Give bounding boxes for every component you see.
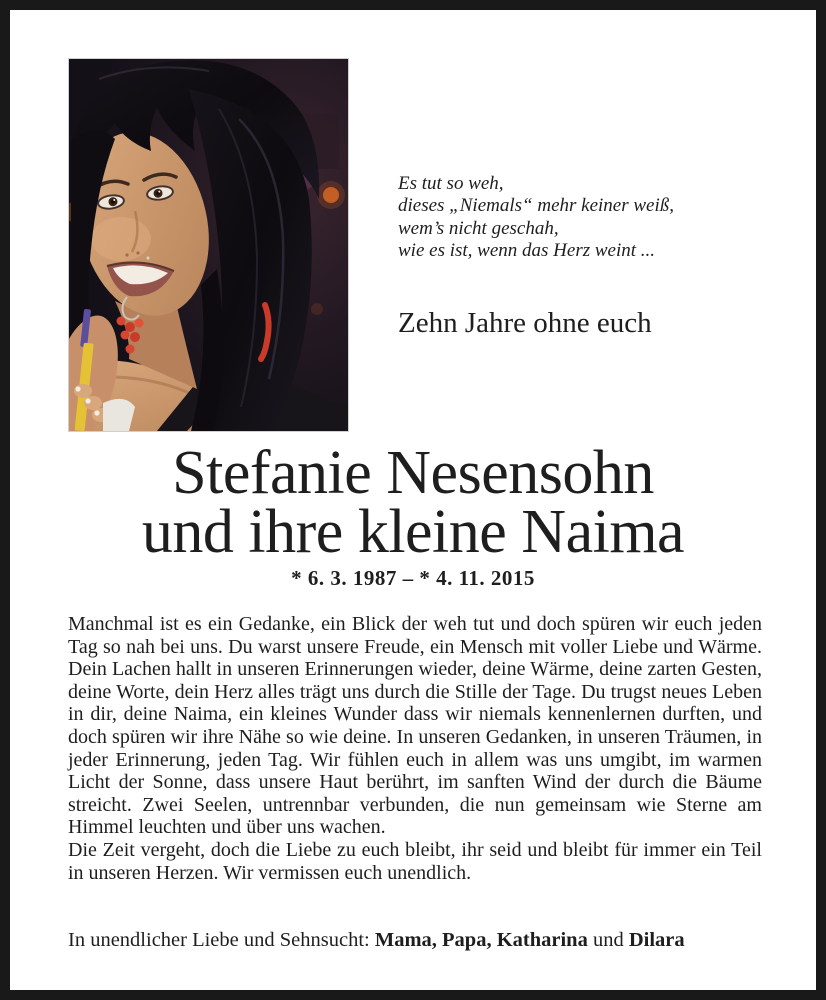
poem-line: dieses „Niemals“ mehr keiner weiß, <box>398 195 675 217</box>
closing-names-2: Dilara <box>628 929 685 951</box>
portrait-photo <box>68 58 349 432</box>
deceased-names-title <box>12 439 814 566</box>
closing-prefix: In unendlicher Liebe und Sehnsucht: <box>68 929 375 951</box>
closing-family-line <box>68 928 768 952</box>
closing-names-1: Mama, Papa, Katharina <box>374 929 588 951</box>
memorial-paragraph-1: Manchmal ist es ein Gedanke, ein Blick der weh tut und doch spüren wir euch jeden Tag so nah bei uns. Du warst unsere Freude, ein Mensch mit voller Liebe und Wärme. Dein Lachen hallt in unseren Erinnerungen wieder, deine Wärme, deine zarten Gesten, deine Worte, dein Herz alles trägt uns durch die Stille der Tage. Du trugst neues Leben in dir, deine Naima, ein kleines Wunder dass wir niemals kennenlernen durften, und doch spüren wir ihre Nähe so wie deine. In unseren Gedanken, in unseren Träumen, in jeder Erinnerung, jeden Tag. Wir fühlen euch in allem was uns umgibt, im warmen Licht der Sonne, dass unsere Haut berührt, im sanften Wind der durch die Bäume streicht. Zwei Seelen, untrennbar verbunden, die nun gemeinsam wie Sterne am Himmel leuchten und über uns wachen. <box>68 613 762 839</box>
title-line-1: Stefanie Nesensohn <box>172 439 654 507</box>
anniversary-subtitle: Zehn Jahre ohne euch <box>398 307 652 339</box>
memorial-poem <box>398 173 674 263</box>
memorial-paragraph-2: Die Zeit vergeht, doch die Liebe zu euch bleibt, ihr seid und bleibt für immer ein Teil in unseren Herzen. Wir vermissen euch unendlich. <box>68 838 762 884</box>
life-dates: * 6. 3. 1987 – * 4. 11. 2015 <box>291 566 535 590</box>
portrait-photo-illustration <box>69 59 348 431</box>
poem-line: wie es ist, wenn das Herz weint ... <box>398 240 656 262</box>
memorial-text <box>68 613 762 884</box>
closing-connector: und <box>587 929 629 951</box>
title-line-2: und ihre kleine Naima <box>141 498 685 566</box>
poem-line: Es tut so weh, <box>398 173 504 194</box>
poem-line: wem’s nicht geschah, <box>398 217 559 239</box>
